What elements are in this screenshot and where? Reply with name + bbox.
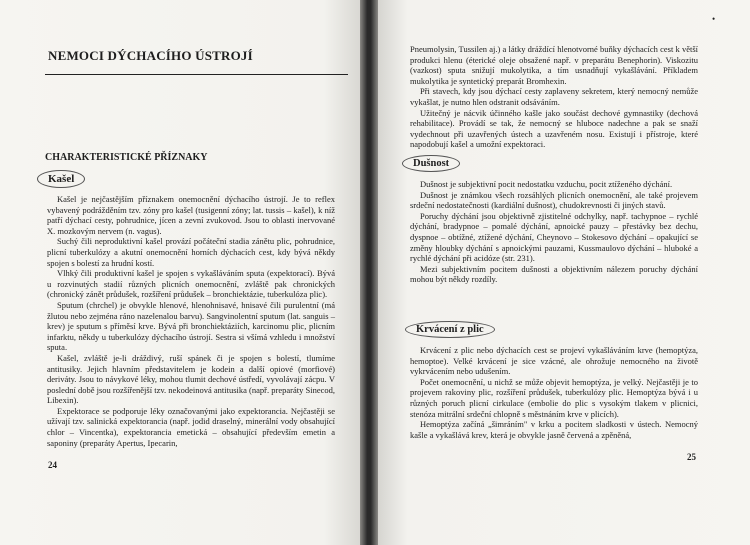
left-body-text bbox=[47, 194, 335, 448]
subsection-heading-krvaceni: Krvácení z plic bbox=[405, 321, 495, 338]
paragraph: Při stavech, kdy jsou dýchací cesty zaplaveny sekretem, který nemocný nemůže vykašlat, je nutno hlen odstranit odsáváním. bbox=[410, 86, 698, 107]
subsection-heading-kasel: Kašel bbox=[37, 170, 85, 188]
paragraph: Dušnost je známkou všech rozsáhlých plicních onemocnění, ale také projevem srdeční nedostatečnosti (kardiální dušnost), chudokrevnosti či jiných stavů. bbox=[410, 189, 698, 211]
paragraph: Dušnost je subjektivní pocit nedostatku vzduchu, pocit ztíženého dýchání. bbox=[420, 179, 673, 189]
paragraph: Sputum (chrchel) je obvykle hlenové, hlenohnisavé, hnisavé čili purulentní (má žlutou nebo zejména ráno nazelenalou barvu). Sangvinolentní sputum (lat. sanguis – krev) je sputum s příměsí krve. Bývá při bronchiektáziích, karcinomu plic, plicním infarktu, někdy u tuberkulózy dýchacího ústrojí. Sestra si všímá vzhledu i množství sputa. bbox=[47, 299, 335, 353]
paragraph: Poruchy dýchání jsou objektivně zjistitelné odchylky, např. tachypnoe – rychlé dýchání, bradypnoe – pomalé dýchání, apnoické pauzy – přestávky bez dechu, dyspnoe – obtížné, ztížené dýchání, Cheynovo – Stokesovo dýchání – opakující se změny hloubky dýchání s apnoickými pauzami, Kussmaulovo dýchání – hluboké a rychlé dýchání při acidóze (str. 231). bbox=[410, 210, 698, 264]
paragraph: Hemoptýza začíná „šimráním" v krku a pocitem sladkosti v ústech. Nemocný kašle a vykašlává krev, která je obvykle jasně červená a zpěněná, bbox=[410, 419, 698, 440]
section-title: CHARAKTERISTICKÉ PŘÍZNAKY bbox=[45, 152, 208, 163]
paragraph: Krvácení z plic nebo dýchacích cest se projeví vykašláváním krve (hemoptýza, hemoptoe). Velké krvácení je sice vzácné, ale ohrožuje nemocného na životě vykrvácením nebo udušením. bbox=[410, 345, 698, 377]
paragraph: Užitečný je nácvik účinného kašle jako součást dechové gymnastiky (dechová rehabilitace). Provádí se tak, že nemocný se hluboce nadechne a pak se snaží vydechnout při uzavřených ústech a uzavřeném nosu. Existují i přístroje, které napodobují kašel a umožní expektoraci. bbox=[410, 107, 698, 150]
paragraph: Kašel je nejčastějším příznakem onemocnění dýchacího ústrojí. Je to reflex vybavený podrážděním tzv. zóny pro kašel (tusigenní zóny; lat. tussis – kašel), k níž patří dýchací cesty, pohrudnice, jícen a zevní zvukovod. Jsou to oblasti inervované X. mozkovým nervem (n. vagus). bbox=[47, 194, 335, 236]
paragraph: Počet onemocnění, u nichž se může objevit hemoptýza, je velký. Nejčastěji je to projevem rakoviny plic, rozšíření průdušek, tuberkulózy plic. Hemoptýza bývá i u různých poruch plicní cirkulace (embolie do plic s vysokým tlakem v plicnici, stenóza mitrální srdeční chlopně s městnáním krve v plicích). bbox=[410, 376, 698, 419]
right-body-text-krvaceni bbox=[410, 345, 698, 440]
paragraph: Suchý čili neproduktivní kašel provází počáteční stadia zánětu plic, pohrudnice, plicní tuberkulózy a akutní onemocnění horních dýchacích cest, kdy bývá někdy spojen s bolestí za hrudní kostí. bbox=[47, 236, 335, 268]
paragraph: Expektorace se podporuje léky označovanými jako expektorancia. Nejčastěji se užívají tzv. salinická expektorancia (např. jodid draselný, minerální vody obsahující chlor – Vincentka), expektorancia emetická – obsahující především emetin a saponiny (preparáty Apertus, Ipecarin, bbox=[47, 405, 335, 448]
page-number-right: 25 bbox=[687, 452, 696, 462]
title-rule bbox=[45, 74, 348, 75]
right-body-text-top bbox=[410, 44, 698, 150]
chapter-title: NEMOCI DÝCHACÍHO ÚSTROJÍ bbox=[48, 48, 253, 63]
right-body-text-dusnost bbox=[410, 179, 698, 285]
subsection-heading-dusnost: Dušnost bbox=[402, 155, 460, 172]
paragraph: Mezi subjektivním pocitem dušnosti a objektivním nálezem poruchy dýchání mohou být někdy rozdíly. bbox=[410, 263, 698, 285]
paragraph: Pneumolysin, Tussilen aj.) a látky dráždící hlenotvorné buňky dýchacích cest k větší produkci hlenu (éterické oleje obsažené např. v preparátu Benephorin). Viskozitu (vazkost) sputa snižují mukolytika, a tím usnadňují vykašlávání. Příkladem mukolytika je syntetický preparát Bromhexin. bbox=[410, 44, 698, 86]
page-mark: • bbox=[712, 14, 716, 24]
book-gutter bbox=[360, 0, 378, 545]
paragraph: Vlhký čili produktivní kašel je spojen s vykašláváním sputa (expektorací). Bývá u rozvinutých stadií různých plicních onemocnění, zvláště pak chronických (chronický zánět průdušek, rozšíření průdušek – bronchiektázie, tuberkulóza plic). bbox=[47, 268, 335, 300]
paragraph: Kašel, zvláště je-li dráždivý, ruší spánek či je spojen s bolestí, tlumíme antitusiky. Jejich hlavním představitelem je kodein a další opiové (morfiové) deriváty. Jsou to návykové léky, mohou tlumit dechové ústředí, vyvolávají zácpu. V poslední době jsou rozšířenější tzv. nekodeinová antitusika (např. preparáty Sinecod, Libexin). bbox=[47, 352, 335, 406]
page-number-left: 24 bbox=[48, 460, 57, 470]
left-page bbox=[0, 0, 360, 545]
